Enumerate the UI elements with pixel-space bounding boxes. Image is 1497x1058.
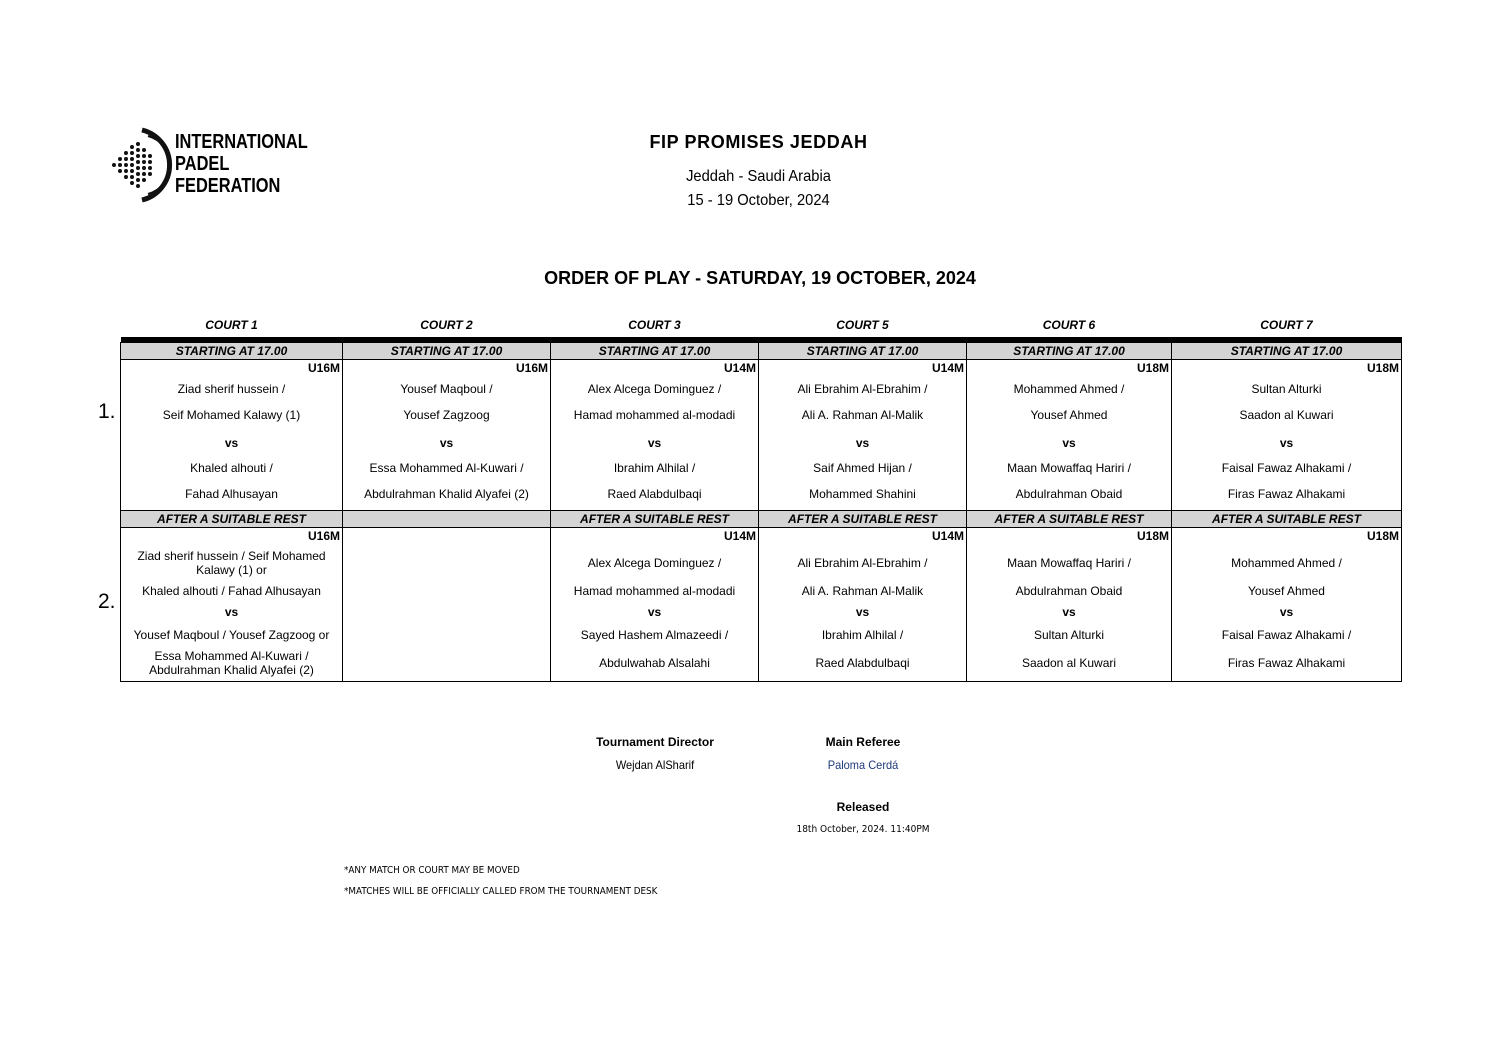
start-time-cell: AFTER A SUITABLE REST [121, 510, 343, 527]
order-of-play-title: ORDER OF PLAY - SATURDAY, 19 OCTOBER, 2024 [544, 268, 976, 288]
note-court-moved: *ANY MATCH OR COURT MAY BE MOVED [344, 865, 520, 876]
schedule-table [120, 313, 1401, 682]
round-1-team2-b-row [121, 478, 1402, 510]
player-cell: Mohammed Ahmed / [967, 376, 1172, 402]
start-time-cell [343, 510, 551, 527]
main-referee-name: Paloma Cerdá [827, 758, 899, 772]
category-cell: U14M [551, 527, 759, 544]
tournament-title: FIP PROMISES JEDDAH [649, 132, 868, 152]
court-header: COURT 1 [205, 318, 258, 332]
category-cell: U16M [121, 527, 343, 544]
released-label: Released [836, 800, 890, 814]
vs-cell: vs [551, 600, 759, 624]
court-header: COURT 6 [1042, 318, 1096, 332]
category-cell: U18M [967, 527, 1172, 544]
round-2-team2-b-row [121, 646, 1402, 682]
player-cell: Maan Mowaffaq Hariri / [967, 458, 1172, 478]
player-cell: Sultan Alturki [1172, 376, 1402, 402]
player-cell: Ali Ebrahim Al-Ebrahim / [759, 544, 967, 582]
player-cell: Ziad sherif hussein / [121, 376, 343, 402]
player-cell: Hamad mohammed al-modadi [551, 582, 759, 600]
round-2-team1-b-row [121, 582, 1402, 600]
round-1-team1-a-row [121, 376, 1402, 402]
round-2-vs-row [121, 600, 1402, 624]
category-cell: U14M [759, 360, 967, 377]
start-time-cell: AFTER A SUITABLE REST [759, 510, 967, 527]
note-matches-called: *MATCHES WILL BE OFFICIALLY CALLED FROM THE TOURNAMENT DESK [344, 886, 658, 897]
category-cell: U18M [967, 360, 1172, 377]
round-1-vs-row [121, 428, 1402, 458]
vs-cell: vs [967, 600, 1172, 624]
vs-cell: vs [759, 600, 967, 624]
player-cell: Abdulrahman Obaid [967, 478, 1172, 510]
court-header: COURT 5 [836, 318, 889, 332]
player-cell: Saadon al Kuwari [1172, 402, 1402, 428]
player-cell: Seif Mohamed Kalawy (1) [121, 402, 343, 428]
start-time-cell: STARTING AT 17.00 [1172, 343, 1402, 360]
player-cell: Yousef Ahmed [1172, 582, 1402, 600]
start-time-cell: STARTING AT 17.00 [967, 343, 1172, 360]
player-cell: Hamad mohammed al-modadi [551, 402, 759, 428]
tournament-dates: 15 - 19 October, 2024 [687, 192, 830, 209]
vs-cell: vs [343, 428, 551, 458]
round-2-team2-a-row [121, 624, 1402, 646]
player-cell: Saif Ahmed Hijan / [759, 458, 967, 478]
category-cell: U14M [759, 527, 967, 544]
player-cell: Yousef Zagzoog [343, 402, 551, 428]
player-cell [343, 582, 551, 600]
main-referee-label: Main Referee [825, 735, 901, 749]
player-cell: Raed Alabdulbaqi [759, 646, 967, 682]
player-cell [343, 646, 551, 682]
court-header: COURT 3 [628, 318, 681, 332]
player-cell [343, 624, 551, 646]
category-cell: U18M [1172, 360, 1402, 377]
round-1-category-row [121, 360, 1402, 377]
player-cell: Ali A. Rahman Al-Malik [759, 402, 967, 428]
category-cell: U16M [343, 360, 551, 377]
player-cell: Saadon al Kuwari [967, 646, 1172, 682]
vs-cell: vs [1172, 600, 1402, 624]
player-cell: Alex Alcega Dominguez / [551, 544, 759, 582]
player-cell: Abdulrahman Khalid Alyafei (2) [343, 478, 551, 510]
player-cell: Ibrahim Alhilal / [759, 624, 967, 646]
player-cell: Yousef Maqboul / Yousef Zagzoog or [121, 624, 343, 646]
start-time-cell: STARTING AT 17.00 [343, 343, 551, 360]
category-cell: U18M [1172, 527, 1402, 544]
player-cell: Sayed Hashem Almazeedi / [551, 624, 759, 646]
category-cell [343, 527, 551, 544]
player-cell: Firas Fawaz Alhakami [1172, 478, 1402, 510]
player-cell: Alex Alcega Dominguez / [551, 376, 759, 402]
court-header: COURT 2 [420, 318, 473, 332]
category-cell: U16M [121, 360, 343, 377]
player-cell: Ali A. Rahman Al-Malik [759, 582, 967, 600]
round-2-team1-a-row [121, 544, 1402, 582]
vs-cell: vs [121, 600, 343, 624]
vs-cell [343, 600, 551, 624]
player-cell: Khaled alhouti / [121, 458, 343, 478]
logo-line-1: INTERNATIONAL [175, 131, 308, 153]
vs-cell: vs [551, 428, 759, 458]
start-time-cell: STARTING AT 17.00 [551, 343, 759, 360]
round-2-number: 2. [98, 590, 116, 613]
player-cell: Abdulwahab Alsalahi [551, 646, 759, 682]
tournament-director-label: Tournament Director [596, 735, 714, 749]
player-cell: Faisal Fawaz Alhakami / [1172, 624, 1402, 646]
round-1-start-row [121, 343, 1402, 360]
vs-cell: vs [759, 428, 967, 458]
player-cell: Faisal Fawaz Alhakami / [1172, 458, 1402, 478]
player-cell: Mohammed Shahini [759, 478, 967, 510]
round-1-team1-b-row [121, 402, 1402, 428]
player-cell: Firas Fawaz Alhakami [1172, 646, 1402, 682]
vs-cell: vs [1172, 428, 1402, 458]
round-2-category-row [121, 527, 1402, 544]
court-header: COURT 7 [1260, 318, 1313, 332]
start-time-cell: STARTING AT 17.00 [759, 343, 967, 360]
round-2-start-row [121, 510, 1402, 527]
vs-cell: vs [967, 428, 1172, 458]
player-cell: Abdulrahman Obaid [967, 582, 1172, 600]
start-time-cell: AFTER A SUITABLE REST [1172, 510, 1402, 527]
category-cell: U14M [551, 360, 759, 377]
player-cell: Raed Alabdulbaqi [551, 478, 759, 510]
round-1-number: 1. [98, 400, 116, 423]
tournament-director-name: Wejdan AlSharif [615, 758, 695, 772]
released-date: 18th October, 2024. 11:40PM [796, 824, 930, 835]
vs-cell: vs [121, 428, 343, 458]
player-cell: Fahad Alhusayan [121, 478, 343, 510]
player-cell: Maan Mowaffaq Hariri / [967, 544, 1172, 582]
player-cell: Yousef Maqboul / [343, 376, 551, 402]
player-cell: Ibrahim Alhilal / [551, 458, 759, 478]
logo-line-2: PADEL [175, 153, 230, 175]
court-header-row [121, 313, 1402, 337]
round-1-team2-a-row [121, 458, 1402, 478]
player-cell: Sultan Alturki [967, 624, 1172, 646]
player-cell: Ziad sherif hussein / Seif Mohamed Kalawy (1) or [121, 544, 343, 582]
player-cell: Mohammed Ahmed / [1172, 544, 1402, 582]
player-cell [343, 544, 551, 582]
player-cell: Yousef Ahmed [967, 402, 1172, 428]
logo-line-3: FEDERATION [175, 175, 281, 197]
player-cell: Ali Ebrahim Al-Ebrahim / [759, 376, 967, 402]
tournament-location: Jeddah - Saudi Arabia [686, 168, 831, 185]
player-cell: Essa Mohammed Al-Kuwari / Abdulrahman Khalid Alyafei (2) [121, 646, 343, 682]
start-time-cell: AFTER A SUITABLE REST [967, 510, 1172, 527]
player-cell: Essa Mohammed Al-Kuwari / [343, 458, 551, 478]
start-time-cell: AFTER A SUITABLE REST [551, 510, 759, 527]
start-time-cell: STARTING AT 17.00 [121, 343, 343, 360]
player-cell: Khaled alhouti / Fahad Alhusayan [121, 582, 343, 600]
